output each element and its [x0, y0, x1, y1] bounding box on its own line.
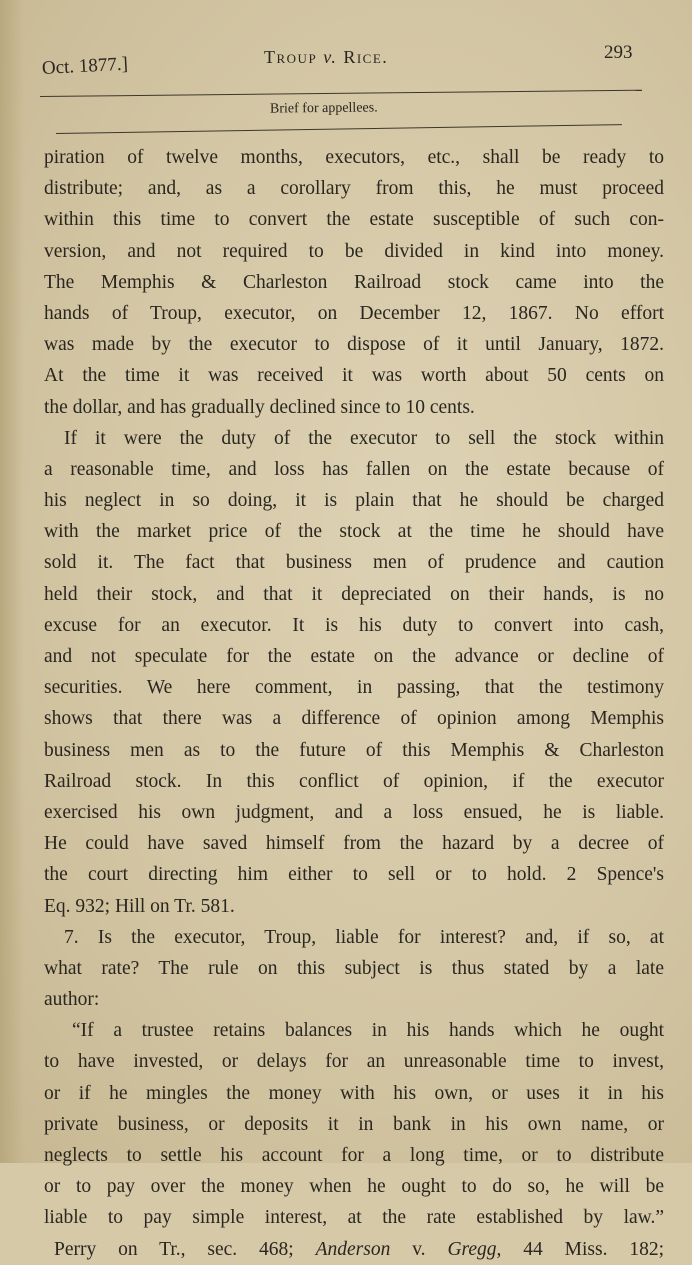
case-name-gregg: Gregg: [447, 1238, 497, 1260]
title-plaintiff: Troup: [264, 47, 318, 67]
text-line: business men as to the future of this Memphis & Charleston: [44, 739, 664, 761]
quote-line: or if he mingles the money with his own, or uses it in his: [44, 1082, 664, 1104]
text-line: The Memphis & Charleston Railroad stock came into the: [44, 271, 664, 293]
text-line: If it were the duty of the executor to sell the stock within: [64, 427, 664, 449]
text-line: with the market price of the stock at the time he should have: [44, 521, 664, 543]
text-line: his neglect in so doing, it is plain that he should be charged: [44, 490, 664, 512]
text-line: He could have saved himself from the hazard by a decree of: [44, 833, 664, 855]
text-line: author:: [44, 989, 100, 1011]
body-text: [44, 142, 664, 1265]
text-line: excuse for an executor. It is his duty to convert into cash,: [44, 614, 664, 636]
citation-line: [44, 1234, 664, 1265]
text-line: and not speculate for the estate on the advance or decline of: [44, 646, 664, 667]
text-line: piration of twelve months, executors, etc., shall be ready to: [44, 147, 664, 168]
text-line: At the time it was received it was worth about 50 cents on: [44, 365, 664, 387]
text-line: Eq. 932; Hill on Tr. 581.: [44, 895, 235, 917]
text-line: the dollar, and has gradually declined since to 10 cents.: [44, 396, 475, 418]
text-line: held their stock, and that it depreciated on their hands, is no: [44, 583, 664, 605]
citation-prefix: Perry on Tr., sec. 468;: [54, 1238, 316, 1260]
text-line: exercised his own judgment, and a loss ensued, he is liable.: [44, 801, 664, 823]
text-line: hands of Troup, executor, on December 12, 1867. No effort: [44, 302, 664, 324]
text-line: the court directing him either to sell or to hold. 2 Spence's: [44, 864, 664, 886]
text-line: sold it. The fact that business men of prudence and caution: [44, 552, 664, 574]
quote-line: liable to pay simple interest, at the rate established by law.”: [44, 1207, 664, 1229]
page-number: 293: [604, 42, 633, 63]
text-line: securities. We here comment, in passing, that the testimony: [44, 677, 664, 699]
quote-line: or to pay over the money when he ought to do so, he will be: [44, 1176, 664, 1198]
text-line: what rate? The rule on this subject is thus stated by a late: [44, 957, 664, 979]
quote-line: private business, or deposits it in bank in his own name, or: [44, 1113, 664, 1135]
quote-line: neglects to settle his account for a long time, or to distribute: [44, 1145, 664, 1166]
title-defendant: Rice.: [343, 47, 389, 67]
text-line: was made by the executor to dispose of it until January, 1872.: [44, 334, 664, 356]
case-title: [264, 47, 388, 68]
header-rule-bottom: [56, 124, 622, 134]
term-date: Oct. 1877.]: [41, 53, 129, 79]
text-line: shows that there was a difference of opinion among Memphis: [44, 708, 664, 730]
text-line: a reasonable time, and loss has fallen on the estate because of: [44, 458, 664, 480]
quote-line: “If a trustee retains balances in his hands which he ought: [72, 1020, 664, 1042]
section-subheading: Brief for appellees.: [269, 100, 378, 117]
running-head: [0, 0, 692, 130]
citation-suffix: , 44 Miss. 182;: [496, 1238, 665, 1260]
quote-line: to have invested, or delays for an unreasonable time to invest,: [44, 1051, 664, 1073]
case-name-anderson: Anderson: [315, 1238, 391, 1260]
text-line: distribute; and, as a corollary from this, he must proceed: [44, 178, 664, 200]
title-versus: v.: [323, 47, 338, 67]
header-rule-top: [40, 90, 642, 97]
citation-versus: v.: [390, 1238, 448, 1260]
text-line: version, and not required to be divided in kind into money.: [44, 240, 664, 262]
text-line: Railroad stock. In this conflict of opinion, if the executor: [44, 770, 664, 792]
text-line: within this time to convert the estate susceptible of such con-: [44, 209, 664, 231]
text-line: 7. Is the executor, Troup, liable for interest? and, if so, at: [64, 926, 664, 948]
